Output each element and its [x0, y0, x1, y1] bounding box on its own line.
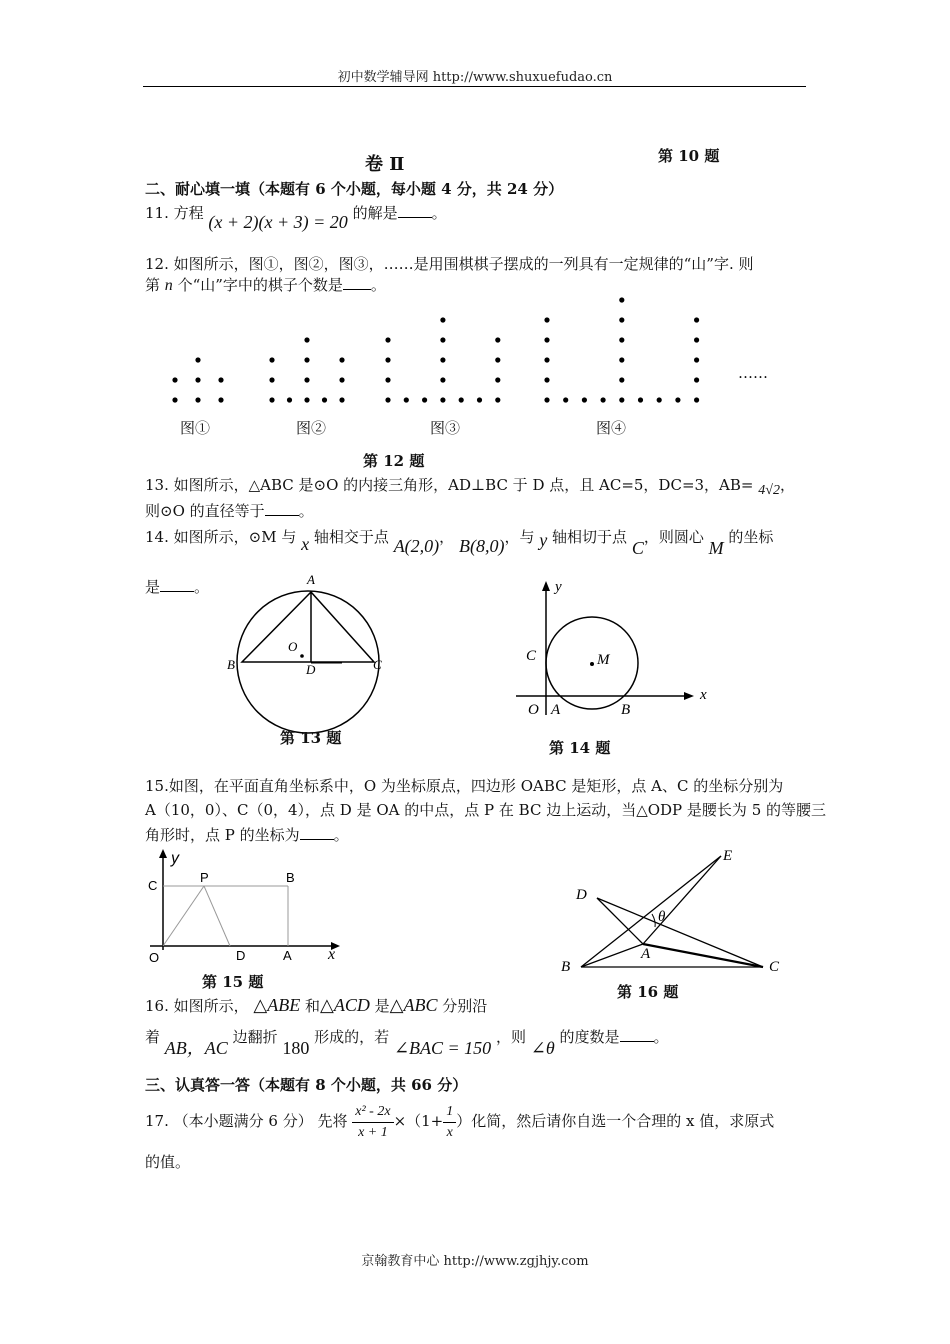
- q15-label-o: O: [149, 950, 160, 965]
- q16-seg-da: [597, 898, 643, 944]
- q14-y-arrow: [542, 581, 550, 591]
- q13-answer-blank[interactable]: [265, 501, 299, 516]
- q13-center-dot: [300, 654, 304, 658]
- q17-times: ×（1+: [393, 1112, 444, 1130]
- q16-tri1: △ABE: [253, 995, 301, 1015]
- q12-fig3-stone: [440, 317, 445, 322]
- q16-tri3: △ABC: [389, 995, 438, 1015]
- q17-frac1-den: x + 1: [358, 1124, 388, 1140]
- q15-answer-blank[interactable]: [300, 825, 334, 840]
- q12-fig3-stone: [495, 337, 500, 342]
- q16-ze: ，则: [495, 1028, 526, 1046]
- q12-fig3-stone: [495, 357, 500, 362]
- q14-center-dot: [590, 662, 594, 666]
- q14-label-x: x: [700, 687, 707, 703]
- question-15-line3: [145, 824, 349, 845]
- q17-b: ）化简，然后请你自选一个合理的 x 值，求原式: [456, 1112, 775, 1130]
- q12-fig1-stone: [195, 397, 200, 402]
- q12-fig4-stone: [694, 317, 699, 322]
- q12-fig3-stone: [404, 397, 409, 402]
- section-title: 卷 Ⅱ: [365, 154, 405, 175]
- q12-answer-blank[interactable]: [343, 275, 371, 290]
- q14-y: y: [539, 530, 548, 550]
- q16-sides: AB，AC: [164, 1038, 228, 1058]
- q12-fig4-stone: [619, 377, 624, 382]
- q12-fig4-stone: [582, 397, 587, 402]
- q12-fig3-stone: [440, 377, 445, 382]
- q13-triangle: [242, 592, 374, 662]
- q14-f: 的坐标: [728, 528, 774, 546]
- q12-label-1: 图①: [180, 419, 211, 437]
- q12-fig4-stone: [563, 397, 568, 402]
- q12-fig2-stone: [339, 357, 344, 362]
- q16-figure: [555, 843, 795, 983]
- q13-line1: 13. 如图所示，△ABC 是⊙O 的内接三角形，AD⊥BC 于 D 点，且 AC=5，DC=3，AB=: [145, 476, 754, 494]
- q11-suffix: 的解是: [352, 204, 398, 222]
- q12-fig3-stone: [385, 377, 390, 382]
- q16-dushu: 的度数是: [559, 1028, 620, 1046]
- q17-fraction-1: [352, 1102, 393, 1143]
- q16-xingcheng: 形成的，若: [314, 1028, 390, 1046]
- q12-line1: 12. 如图所示，图①，图②，图③，……是用围棋棋子摆成的一列具有一定规律的“山”字. 则: [145, 255, 754, 273]
- q15-seg-pd: [204, 886, 230, 946]
- question-17-line1: [145, 1096, 774, 1146]
- q16-theta: ∠θ: [530, 1038, 555, 1058]
- q14-line2-end: 。: [194, 578, 210, 596]
- q12-fig3-stone: [385, 397, 390, 402]
- q12-fig2-stone: [269, 377, 274, 382]
- q16-end: 。: [653, 1028, 669, 1046]
- q12-fig3-stone: [385, 337, 390, 342]
- q12-fig3-stone: [440, 397, 445, 402]
- q15-line3: 角形时，点 P 的坐标为: [145, 826, 300, 844]
- question-11: [145, 202, 447, 232]
- q13-line2-end: 。: [298, 502, 314, 520]
- q14-label-m: M: [597, 652, 610, 668]
- page-header: 初中数学辅导网 http://www.shuxuefudao.cn: [337, 70, 613, 85]
- q15-label-y: y: [171, 850, 179, 867]
- q16-seg-ae: [643, 856, 721, 944]
- q11-prefix: 11. 方程: [145, 204, 204, 222]
- q12-n: n: [164, 277, 173, 294]
- q12-fig2-stone: [304, 397, 309, 402]
- q12-fig4-stone: [694, 377, 699, 382]
- q15-y-arrow: [159, 849, 167, 858]
- q12-fig3-stone: [495, 397, 500, 402]
- q14-line2: 是: [145, 578, 161, 596]
- q12-fig2-stone: [339, 397, 344, 402]
- q16-seg-be: [581, 856, 721, 967]
- q12-fig1-stone: [218, 377, 223, 382]
- q15-caption: 第 15 题: [202, 973, 264, 991]
- q12-fig2-stone: [304, 377, 309, 382]
- q12-fig2-stone: [322, 397, 327, 402]
- q14-e: ，则圆心: [643, 528, 704, 546]
- q16-shi: 是: [374, 997, 390, 1015]
- q14-point-a: A(2,0): [393, 536, 440, 556]
- page-footer: 京翰教育中心 http://www.zgjhjy.com: [361, 1254, 589, 1269]
- q14-x-arrow: [684, 692, 694, 700]
- q14-label-o: O: [528, 702, 539, 718]
- q13-caption: 第 13 题: [280, 729, 342, 747]
- q12-fig4-stone: [544, 377, 549, 382]
- q14-label-y: y: [555, 579, 562, 595]
- q14-x: x: [301, 534, 310, 554]
- q14-point-b: B(8,0): [458, 536, 505, 556]
- q12-fig4-stone: [619, 297, 624, 302]
- q16-he: 和: [305, 997, 321, 1015]
- q12-fig3-stone: [477, 397, 482, 402]
- q12-fig4-stone: [619, 397, 624, 402]
- q15-line1: 15.如图，在平面直角坐标系中，O 为坐标原点，四边形 OABC 是矩形，点 A、C 的坐标分别为: [145, 777, 784, 795]
- q13-label-d: D: [306, 662, 316, 677]
- q12-ellipsis: ……: [738, 364, 768, 382]
- q14-figure: [510, 575, 730, 745]
- q12-fig4-stone: [694, 337, 699, 342]
- q12-fig2-stone: [339, 377, 344, 382]
- q12-label-4: 图④: [596, 419, 627, 437]
- q15-label-b: B: [286, 870, 295, 885]
- q12-fig2-stone: [269, 357, 274, 362]
- q12-fig3-stone: [422, 397, 427, 402]
- q15-label-d: D: [236, 948, 246, 963]
- q14-label-b: B: [621, 702, 631, 718]
- q12-fig2-stone: [304, 337, 309, 342]
- q15-seg-op: [163, 886, 204, 946]
- q11-answer-blank[interactable]: [398, 203, 432, 218]
- q12-fig2-stone: [269, 397, 274, 402]
- question-14-line2: [145, 576, 209, 597]
- q16-fenbie: 分别沿: [442, 997, 488, 1015]
- q16-label-theta: θ: [658, 909, 666, 925]
- q12-fig1-stone: [195, 357, 200, 362]
- q17-fraction-2: [443, 1102, 456, 1143]
- q12-fig2-stone: [287, 397, 292, 402]
- q14-c-point: C: [631, 538, 644, 558]
- q16-label-a: A: [641, 946, 651, 962]
- q16-seg-ac: [643, 944, 763, 967]
- q13-ab-value: 4√2: [758, 483, 780, 498]
- q12-fig4-stone: [544, 337, 549, 342]
- q12-fig2-stone: [304, 357, 309, 362]
- part2-heading: 二、耐心填一填（本题有 6 个小题，每小题 4 分，共 24 分）: [145, 180, 564, 198]
- q15-label-a: A: [283, 948, 292, 963]
- q16-angle: ∠BAC = 150: [393, 1038, 492, 1058]
- question-16-line2: [145, 1022, 669, 1058]
- q15-label-c: C: [148, 878, 158, 893]
- q12-fig4-stone: [694, 357, 699, 362]
- q12-fig4-stone: [619, 317, 624, 322]
- q13-comma: ，: [779, 476, 795, 494]
- q16-label-d: D: [576, 887, 587, 903]
- part3-heading: 三、认真答一答（本题有 8 个小题，共 66 分）: [145, 1076, 468, 1094]
- q14-label-a: A: [551, 702, 561, 718]
- q12-line2-a: 第: [145, 276, 161, 294]
- q16-seg-dc: [597, 898, 763, 967]
- q13-label-o: O: [288, 639, 298, 654]
- q12-fig3-stone: [440, 357, 445, 362]
- q12-fig4-stone: [619, 337, 624, 342]
- q16-caption: 第 16 题: [617, 983, 679, 1001]
- q14-c: ，与: [504, 528, 535, 546]
- q16-tri2: △ACD: [320, 995, 370, 1015]
- q16-deg: 180: [282, 1038, 310, 1058]
- q12-fig1-stone: [195, 377, 200, 382]
- q14-m: M: [708, 538, 724, 558]
- q17-frac2-den: x: [446, 1124, 453, 1140]
- q14-b: 轴相交于点: [313, 528, 389, 546]
- q15-line3-end: 。: [333, 826, 349, 844]
- question-16-line1: [145, 995, 487, 1016]
- q16-label-e: E: [723, 848, 733, 864]
- q12-fig4-stone: [601, 397, 606, 402]
- q12-fig4-stone: [619, 357, 624, 362]
- q14-a: 14. 如图所示，⊙M 与: [145, 528, 297, 546]
- q14-comma1: ，: [439, 528, 455, 546]
- q16-label-b: B: [561, 959, 571, 975]
- question-14-line1: [145, 526, 774, 558]
- q12-figure: [0, 290, 950, 430]
- q16-bian: 边翻折: [232, 1028, 278, 1046]
- question-13-line1: [145, 474, 795, 498]
- q12-fig4-stone: [544, 317, 549, 322]
- q13-figure: [222, 570, 422, 740]
- q14-answer-blank[interactable]: [160, 577, 194, 592]
- q13-line2: 则⊙O 的直径等于: [145, 502, 265, 520]
- q15-line2: A（10，0）、C（0，4），点 D 是 OA 的中点，点 P 在 BC 边上运动，当△ODP 是腰长为 5 的等腰三: [145, 801, 827, 819]
- q16-line1-a: 16. 如图所示，: [145, 997, 249, 1015]
- q11-end: 。: [431, 204, 447, 222]
- q12-fig3-stone: [385, 357, 390, 362]
- q12-fig4-stone: [544, 397, 549, 402]
- q13-label-a: A: [307, 572, 315, 587]
- q12-fig4-stone: [638, 397, 643, 402]
- q12-label-3: 图③: [430, 419, 461, 437]
- header-rule: [143, 86, 806, 87]
- q12-line2-b: 个“山”字中的棋子个数是: [177, 276, 343, 294]
- q12-fig4-stone: [694, 397, 699, 402]
- q14-caption: 第 14 题: [549, 739, 611, 757]
- q15-figure: [140, 845, 360, 975]
- q13-label-b: B: [227, 657, 235, 672]
- q17-a: 17. （本小题满分 6 分） 先将: [145, 1112, 348, 1130]
- q14-d: 轴相切于点: [552, 528, 628, 546]
- q17-frac1-num: x² - 2x: [352, 1102, 393, 1123]
- q12-fig3-stone: [440, 337, 445, 342]
- q12-caption: 第 12 题: [363, 452, 425, 470]
- q10-caption: 第 10 题: [658, 147, 720, 165]
- q15-label-p: P: [200, 870, 209, 885]
- q16-line2-a: 着: [145, 1028, 161, 1046]
- q12-fig1-stone: [172, 377, 177, 382]
- question-13-line2: [145, 500, 314, 521]
- q11-equation: (x + 2)(x + 3) = 20: [208, 212, 348, 232]
- q13-label-c: C: [373, 657, 382, 672]
- q12-fig4-stone: [657, 397, 662, 402]
- q12-fig4-stone: [544, 357, 549, 362]
- q12-fig3-stone: [495, 377, 500, 382]
- q16-answer-blank[interactable]: [620, 1027, 654, 1042]
- q12-fig4-stone: [675, 397, 680, 402]
- q14-label-c: C: [526, 648, 537, 664]
- q12-label-2: 图②: [296, 419, 327, 437]
- q15-label-x: x: [328, 946, 336, 963]
- q17-frac2-num: 1: [443, 1102, 456, 1123]
- q12-line2-end: 。: [370, 276, 386, 294]
- q12-fig1-stone: [172, 397, 177, 402]
- q12-fig1-stone: [218, 397, 223, 402]
- q16-label-c: C: [769, 959, 780, 975]
- q12-fig3-stone: [459, 397, 464, 402]
- q16-seg-ba: [581, 944, 643, 967]
- q17-line2: 的值。: [145, 1153, 191, 1171]
